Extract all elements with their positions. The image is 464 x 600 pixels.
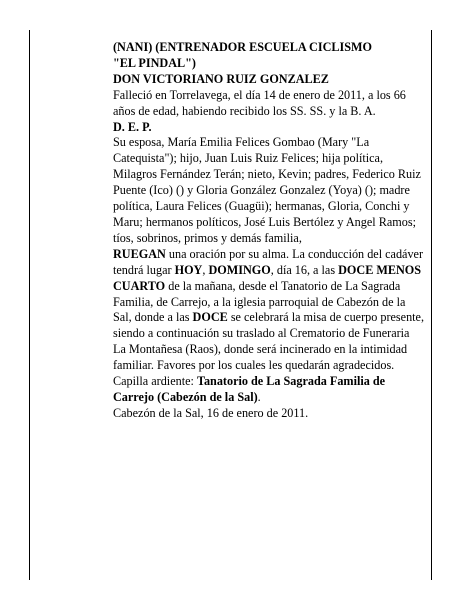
doce: DOCE (192, 310, 228, 325)
obituary-text (113, 40, 425, 422)
comma: , (202, 262, 209, 277)
details-text-4: se celebrará la misa de cuerpo presente, siendo a continuación su traslado al Crematorio de Funeraria La Montañesa (Raos), donde será incinerado en la intimidad familiar. Favores por los cuales les quedarán agradecidos. (113, 310, 425, 373)
chapel-info (113, 374, 425, 406)
death-info: Falleció en Torrelavega, el día 14 de enero de 2011, a los 66 años de edad, habiendo recibido los SS. SS. y la B. A. (113, 87, 406, 118)
chapel-label: Capilla ardiente: (113, 374, 197, 389)
title-line-2: "EL PINDAL") (113, 55, 196, 70)
deceased-name: DON VICTORIANO RUIZ GONZALEZ (113, 71, 329, 86)
dep: D. E. P. (113, 119, 152, 134)
details-text-2: , día 16, a las (270, 262, 339, 277)
chapel-end: . (257, 389, 261, 404)
left-border-line (29, 30, 30, 580)
family-list: Su esposa, María Emilia Felices Gombao (Mary "La Catequista"); hijo, Juan Luis Ruiz Felices; hija política, Milagros Fernández Terán; nieto, Kevin; padres, Federico Ruiz Puente (Ico) () y Gloria González Gonzalez (Yoya) (); madre política, Laura Felices (Guagüi); hermanas, Gloria, Conchi y Maru; hermanos políticos, José Luis Bertólez y Angel Ramos; tíos, sobrinos, primos y demás familia, (113, 135, 421, 245)
hoy: HOY (174, 262, 203, 277)
details-text-1: una oración por su alma. La conducción del cadáver tendrá lugar (113, 246, 424, 277)
domingo: DOMINGO (208, 262, 271, 277)
ruegan: RUEGAN (113, 246, 166, 261)
chapel-name: Tanatorio de La Sagrada Familia de Carrejo (Cabezón de la Sal) (113, 374, 386, 404)
funeral-details (113, 247, 425, 374)
date-line: Cabezón de la Sal, 16 de enero de 2011. (113, 405, 309, 420)
doce-menos-cuarto: DOCE MENOS CUARTO (113, 262, 422, 293)
right-border-line (431, 30, 432, 580)
title-line-1: (NANI) (ENTRENADOR ESCUELA CICLISMO (113, 40, 373, 54)
details-text-3: de la mañana, desde el Tanatorio de La Sagrada Familia, de Carrejo, a la iglesia parroquial de Cabezón de la Sal, donde a las (113, 278, 406, 325)
